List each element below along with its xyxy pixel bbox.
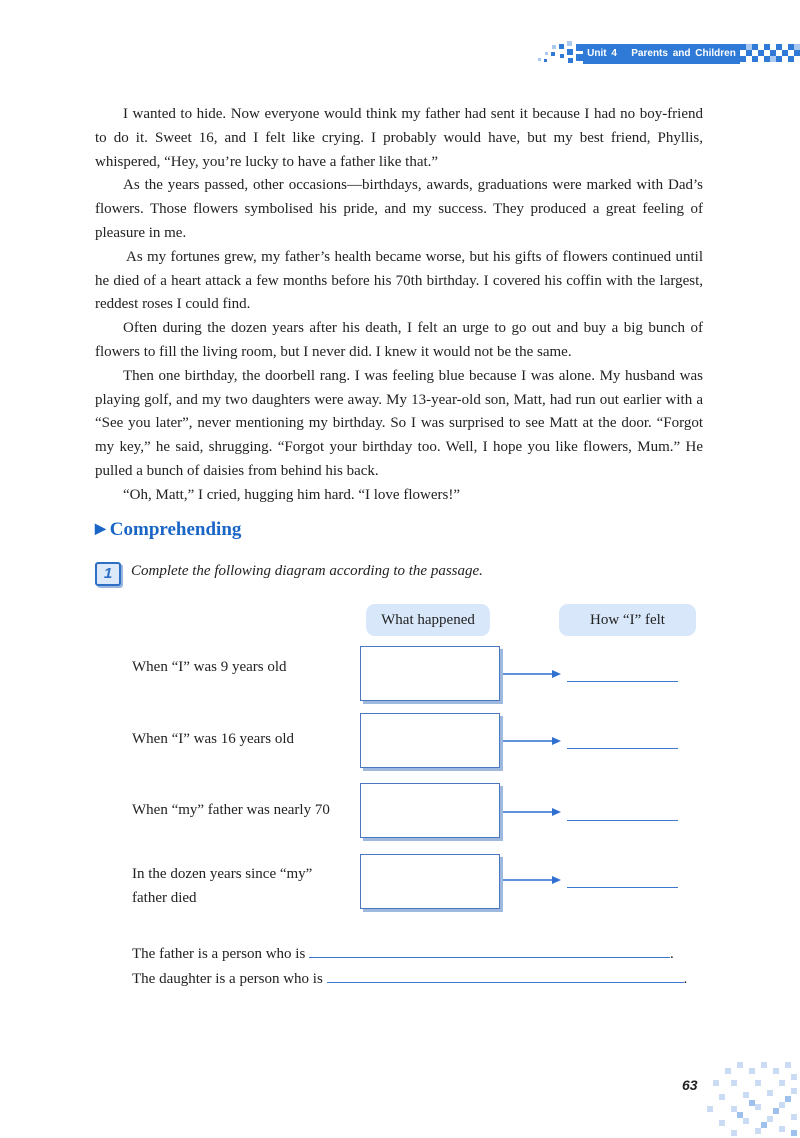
exercise-number-badge: 1 [95,562,121,586]
row-label: When “my” father was nearly 70 [132,802,330,818]
arrow-right-icon [503,668,561,680]
what-happened-box[interactable] [360,646,500,701]
section-heading [95,519,241,541]
section-title: Comprehending [109,519,242,540]
header-pixel-decoration-left [534,40,584,66]
unit-title: Parents and Children [631,48,736,59]
summary-father [132,943,674,965]
column-header-how-i-felt: How “I” felt [559,604,696,636]
passage-paragraph: As my fortunes grew, my father’s health became worse, but his gifts of flowers continued until he died of a heart attack a few months before his 70th birthday. I covered his coffin with the largest, reddest roses I could find. [95,248,703,313]
period: . [670,946,674,962]
passage-paragraph: As the years passed, other occasions—birthdays, awards, graduations were marked with Dad’s flowers. Those flowers symbolised his pride, and my success. They produced a great feeling of pleasure in me. [95,177,703,241]
arrow-right-icon [503,806,561,818]
summary-daughter-text: The daughter is a person who is [132,971,323,987]
summary-daughter-answer-line[interactable] [327,968,684,983]
feeling-answer-line[interactable] [567,747,678,749]
passage-paragraph: “Oh, Matt,” I cried, hugging him hard. “I love flowers!” [123,486,460,503]
passage-paragraph: Then one birthday, the doorbell rang. I was feeling blue because I was alone. My husband was playing golf, and my two daughters were away. My 13-year-old son, Matt, had run out earlier with a “See you later”, never mentioning my birthday. So I was surprised to see Matt at the door. “Forgot my key,” he said, shrugging. “Forgot your birthday too. Well, I hope you like flowers, Mum.” He pulled a bunch of daisies from behind his back. [95,367,703,479]
feeling-answer-line[interactable] [567,680,678,682]
passage-paragraph: Often during the dozen years after his death, I felt an urge to go out and buy a big bunch of flowers to fill the living room, but I never did. I knew it would not be the same. [95,320,703,360]
reading-passage [95,103,703,508]
header-checker-decoration [740,40,800,66]
row-label: In the dozen years since “my” father died [132,866,313,906]
summary-father-answer-line[interactable] [309,943,670,958]
triangle-bullet-icon: ▶ [95,522,106,537]
exercise-instruction: Complete the following diagram according to the passage. [131,563,483,579]
what-happened-box[interactable] [360,713,500,768]
arrow-right-icon [503,874,561,886]
summary-daughter [132,968,687,990]
arrow-right-icon [503,735,561,747]
footer-pixel-decoration [705,1060,800,1138]
row-label: When “I” was 16 years old [132,731,295,747]
unit-header-tab [583,44,740,64]
column-header-what-happened: What happened [366,604,490,636]
feeling-answer-line[interactable] [567,886,678,888]
feeling-answer-line[interactable] [567,819,678,821]
what-happened-box[interactable] [360,854,500,909]
period: . [683,971,688,987]
unit-label: Unit 4 [587,48,617,59]
passage-paragraph: I wanted to hide. Now everyone would think my father had sent it because I had no boy-friend to do it. Sweet 16, and I felt like crying. I probably would have, but my best friend, Phyllis, whispered, “Hey, you’re lucky to have a father like that.” [95,106,703,170]
summary-father-text: The father is a person who is [132,946,306,962]
what-happened-box[interactable] [360,783,500,838]
row-label: When “I” was 9 years old [132,659,287,675]
page-number: 63 [682,1077,698,1093]
